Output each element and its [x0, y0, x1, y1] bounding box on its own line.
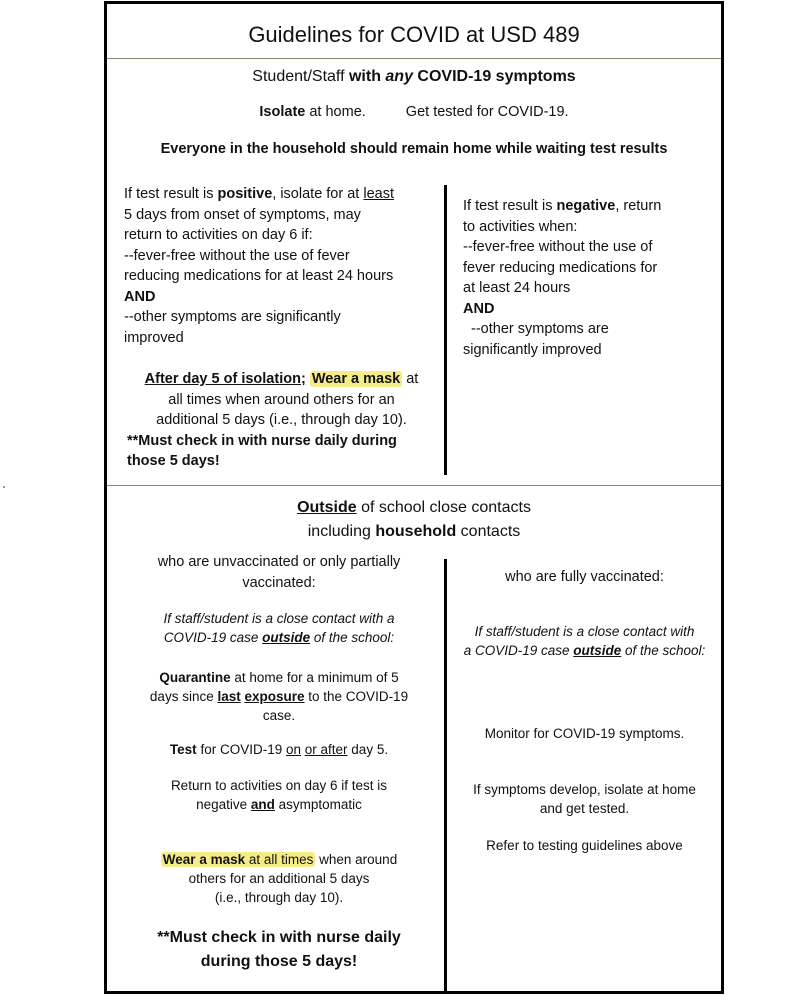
neg-n1: If test result is: [463, 198, 557, 214]
guidelines-document: [104, 1, 724, 994]
ret2-rest: asymptomatic: [274, 797, 362, 812]
neg-n7: --other symptoms are: [471, 321, 609, 337]
mask-highlight: [161, 852, 316, 867]
check-nurse-2: those 5 days!: [127, 453, 220, 469]
neg-n1-rest: , return: [615, 198, 662, 214]
quarantine-block: [119, 668, 439, 725]
return-block: [119, 776, 439, 814]
isolate-line: [107, 101, 721, 123]
refer-line: Refer to testing guidelines above: [486, 838, 683, 853]
heading2-contacts: contacts: [456, 523, 521, 540]
neg-and: AND: [463, 300, 495, 317]
wear-mask-highlight: Wear a mask: [311, 371, 401, 387]
unvax-if-block: [119, 609, 439, 647]
heading-pre: Student/Staff: [252, 68, 349, 85]
neg-n4: fever reducing medications for: [463, 259, 658, 276]
neg-n8: significantly improved: [463, 341, 602, 358]
q2-last: last: [217, 689, 241, 704]
vax-outside: outside: [573, 643, 622, 658]
page-title: [107, 4, 721, 59]
ret-1: Return to activities on day 6 if test is: [170, 778, 388, 793]
unvaccinated-block: [119, 552, 439, 593]
mask-block: [119, 850, 439, 907]
test-or-after: or after: [304, 742, 348, 757]
test-on: on: [285, 742, 301, 757]
test-bold: Test: [169, 742, 197, 757]
unvax-who-1: who are unvaccinated or only partially: [157, 554, 401, 570]
column-divider-top: [444, 185, 447, 475]
get-tested: Get tested for COVID-19.: [405, 104, 569, 120]
nurse-check-2: during those 5 days!: [200, 953, 358, 970]
mask-3: (i.e., through day 10).: [214, 890, 344, 905]
test-line: [119, 740, 439, 759]
monitor-line: Monitor for COVID-19 symptoms.: [484, 726, 685, 741]
heading-outside: Outside: [297, 499, 357, 516]
q2-pre: days since: [149, 689, 218, 704]
dev-1: If symptoms develop, isolate at home: [473, 782, 696, 797]
pos-p1: If test result is: [124, 186, 218, 202]
vax-if-1: If staff/student is a close contact with: [474, 624, 695, 639]
unvax-if-1: If staff/student is a close contact with a: [163, 611, 395, 626]
ret2-and: and: [250, 797, 275, 812]
neg-negative: negative: [556, 198, 616, 214]
neg-n5: at least 24 hours: [463, 280, 571, 296]
q2-rest: to the COVID-19: [304, 689, 409, 704]
quarantine-bold: Quarantine: [159, 670, 231, 685]
unvax-if-2-rest: of the school:: [310, 630, 395, 645]
vax-if-2-pre: a COVID-19 case: [463, 643, 574, 658]
heading-symptoms: COVID-19 symptoms: [412, 68, 576, 85]
heading-any: any: [385, 68, 413, 85]
column-divider-bottom: [444, 559, 447, 991]
scan-speck: [3, 486, 5, 488]
pos-p8: improved: [124, 329, 184, 346]
heading2-pre: including: [307, 523, 376, 540]
symptoms-heading: [107, 66, 721, 88]
unvax-outside: outside: [262, 630, 311, 645]
pos-p5: reducing medications for at least 24 hours: [124, 268, 394, 284]
ret2-pre: negative: [196, 797, 251, 812]
title-text: Guidelines for COVID at USD 489: [248, 22, 580, 47]
develop-block: [452, 780, 717, 818]
pos-positive: positive: [217, 186, 273, 202]
pos-least: least: [363, 186, 394, 202]
mask-after: when around: [315, 852, 398, 867]
household-note: Everyone in the household should remain home while waiting test results: [160, 141, 668, 157]
nurse-checkin-block: [119, 926, 439, 974]
test-mid: for COVID-19: [196, 742, 286, 757]
after-3: additional 5 days (i.e., through day 10).: [156, 412, 407, 428]
pos-p7: --other symptoms are significantly: [124, 309, 341, 325]
q3: case.: [262, 708, 296, 723]
vaccinated-who: who are fully vaccinated:: [505, 569, 664, 585]
unvax-who-2: vaccinated:: [242, 574, 316, 591]
neg-n3: --fever-free without the use of: [463, 239, 653, 255]
after-day5: After day 5 of isolation;: [144, 371, 306, 387]
after-rest: at: [402, 371, 419, 387]
test-rest: day 5.: [347, 742, 389, 757]
vax-if-block: [452, 622, 717, 660]
pos-p1-rest: , isolate for at: [272, 186, 364, 202]
neg-n2: to activities when:: [463, 218, 578, 235]
heading-with: with: [348, 68, 386, 85]
negative-result-block: [463, 196, 713, 360]
unvax-if-2-pre: COVID-19 case: [163, 630, 263, 645]
pos-p3: return to activities on day 6 if:: [124, 227, 313, 243]
mask-2: others for an additional 5 days: [188, 871, 370, 886]
close-contacts-heading: [107, 496, 721, 544]
positive-result-block: [124, 184, 439, 348]
vax-if-2-rest: of the school:: [621, 643, 706, 658]
heading2-rest: of school close contacts: [356, 499, 531, 516]
q2-exposure: exposure: [244, 689, 305, 704]
pos-and: AND: [124, 288, 156, 305]
nurse-check-1: **Must check in with nurse daily: [157, 929, 401, 946]
mask-bold: Wear a mask: [162, 852, 246, 867]
check-nurse-1: **Must check in with nurse daily during: [127, 432, 397, 449]
pos-p2: 5 days from onset of symptoms, may: [124, 206, 361, 223]
mask-rest: at all times: [245, 852, 314, 867]
heading2-household: household: [375, 523, 457, 540]
after-isolation-block: [124, 369, 439, 472]
dev-2: and get tested.: [539, 801, 630, 816]
isolate-bold: Isolate: [259, 104, 306, 120]
pos-p4: --fever-free without the use of fever: [124, 247, 350, 264]
section-divider: [107, 485, 721, 486]
quarantine-rest: at home for a minimum of 5: [230, 670, 399, 685]
after-2: all times when around others for an: [168, 391, 395, 408]
isolate-rest: at home.: [305, 104, 366, 120]
